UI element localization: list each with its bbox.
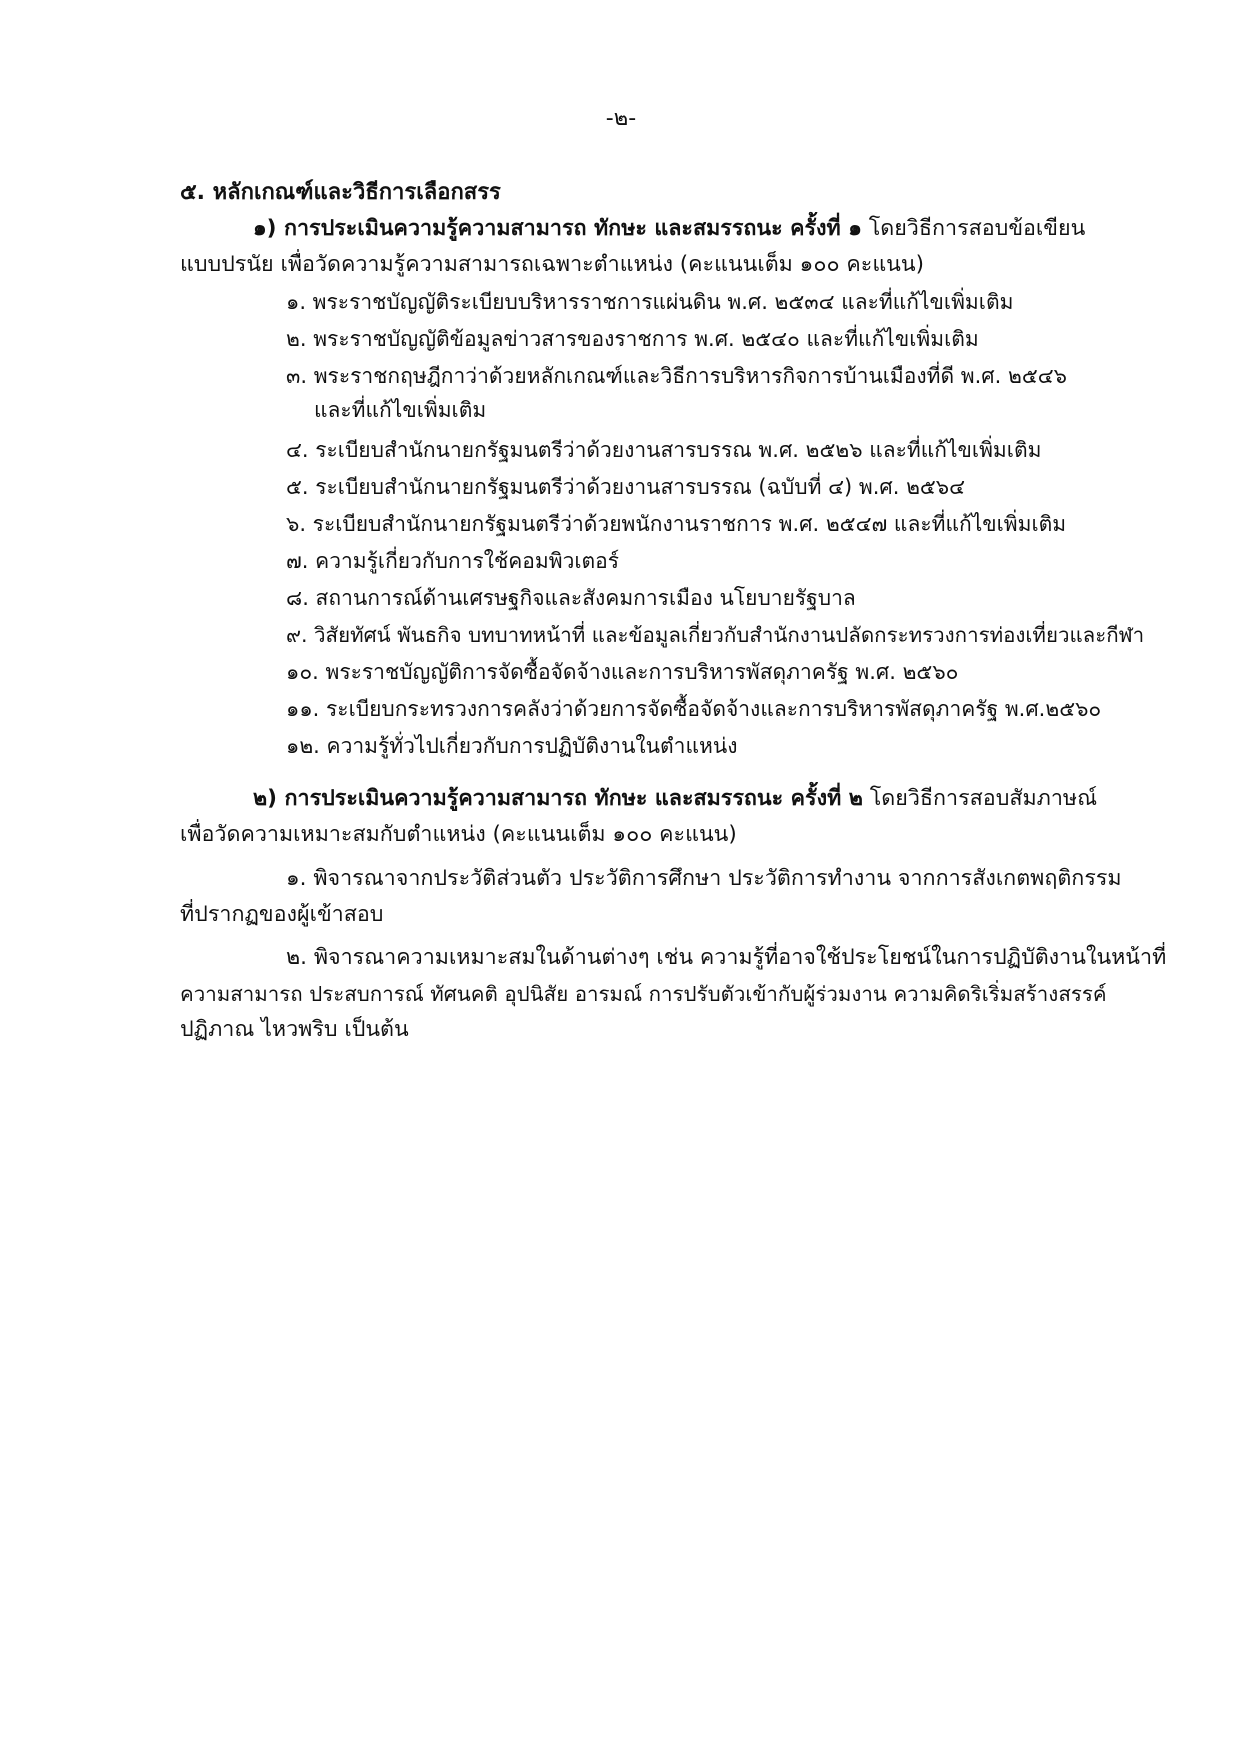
list-item: ๕. ระเบียบสำนักนายกรัฐมนตรีว่าด้วยงานสารบรรณ (ฉบับที่ ๔) พ.ศ. ๒๕๖๔ <box>286 475 966 499</box>
part2-title-bold: ๒) การประเมินความรู้ความสามารถ ทักษะ และสมรรถนะ ครั้งที่ ๒ <box>253 786 863 811</box>
part2-item2-line3: ปฏิภาณ ไหวพริบ เป็นต้น <box>180 1017 409 1042</box>
part2-item1-line1: ๑. พิจารณาจากประวัติส่วนตัว ประวัติการศึกษา ประวัติการทำงาน จากการสังเกตพฤติกรรม <box>286 866 1122 891</box>
part1-title <box>253 212 1085 246</box>
part2-title-line2: เพื่อวัดความเหมาะสมกับตำแหน่ง (คะแนนเต็ม ๑๐๐ คะแนน) <box>180 822 737 847</box>
page-number: -๒- <box>605 106 637 131</box>
part1-title-line2: แบบปรนัย เพื่อวัดความรู้ความสามารถเฉพาะตำแหน่ง (คะแนนเต็ม ๑๐๐ คะแนน) <box>180 252 924 277</box>
part2-title <box>253 782 1097 816</box>
list-item: ๑๒. ความรู้ทั่วไปเกี่ยวกับการปฏิบัติงานในตำแหน่ง <box>286 734 738 758</box>
list-item-text: ๓. พระราชกฤษฎีกาว่าด้วยหลักเกณฑ์และวิธีการบริหารกิจการบ้านเมืองที่ดี พ.ศ. ๒๕๔๖ <box>286 364 1067 388</box>
list-item: ๙. วิสัยทัศน์ พันธกิจ บทบาทหน้าที่ และข้อมูลเกี่ยวกับสำนักงานปลัดกระทรวงการท่องเที่ยวและกีฬา <box>286 623 1145 647</box>
list-item: ๔. ระเบียบสำนักนายกรัฐมนตรีว่าด้วยงานสารบรรณ พ.ศ. ๒๕๒๖ และที่แก้ไขเพิ่มเติม <box>286 438 1042 462</box>
part1-title-rest: โดยวิธีการสอบข้อเขียน <box>861 216 1086 241</box>
part2-title-rest: โดยวิธีการสอบสัมภาษณ์ <box>862 786 1098 811</box>
list-item: ๗. ความรู้เกี่ยวกับการใช้คอมพิวเตอร์ <box>286 549 620 573</box>
list-item: ๒. พระราชบัญญัติข้อมูลข่าวสารของราชการ พ.ศ. ๒๕๔๐ และที่แก้ไขเพิ่มเติม <box>286 327 979 351</box>
list-item: ๑๐. พระราชบัญญัติการจัดซื้อจัดจ้างและการบริหารพัสดุภาครัฐ พ.ศ. ๒๕๖๐ <box>286 660 959 684</box>
list-item: ๑. พระราชบัญญัติระเบียบบริหารราชการแผ่นดิน พ.ศ. ๒๕๓๔ และที่แก้ไขเพิ่มเติม <box>286 290 1014 314</box>
list-item: ๑๑. ระเบียบกระทรวงการคลังว่าด้วยการจัดซื้อจัดจ้างและการบริหารพัสดุภาครัฐ พ.ศ.๒๕๖๐ <box>286 697 1102 721</box>
part2-item1-line2: ที่ปรากฏของผู้เข้าสอบ <box>180 902 384 927</box>
section-heading: ๕. หลักเกณฑ์และวิธีการเลือกสรร <box>180 180 501 205</box>
list-item: ๖. ระเบียบสำนักนายกรัฐมนตรีว่าด้วยพนักงานราชการ พ.ศ. ๒๕๔๗ และที่แก้ไขเพิ่มเติม <box>286 512 1067 536</box>
list-item: ๘. สถานการณ์ด้านเศรษฐกิจและสังคมการเมือง นโยบายรัฐบาล <box>286 586 856 610</box>
list-item <box>286 359 1067 427</box>
part2-item2-line2: ความสามารถ ประสบการณ์ ทัศนคติ อุปนิสัย อารมณ์ การปรับตัวเข้ากับผู้ร่วมงาน ความคิดริเริ่มสร้างสรรค์ <box>180 982 1107 1006</box>
part1-title-bold: ๑) การประเมินความรู้ความสามารถ ทักษะ และสมรรถนะ ครั้งที่ ๑ <box>253 216 862 241</box>
part2-item2-line1: ๒. พิจารณาความเหมาะสมในด้านต่างๆ เช่น ความรู้ที่อาจใช้ประโยชน์ในการปฏิบัติงานในหน้าที่ <box>286 945 1167 970</box>
list-item-continuation: และที่แก้ไขเพิ่มเติม <box>314 398 487 422</box>
